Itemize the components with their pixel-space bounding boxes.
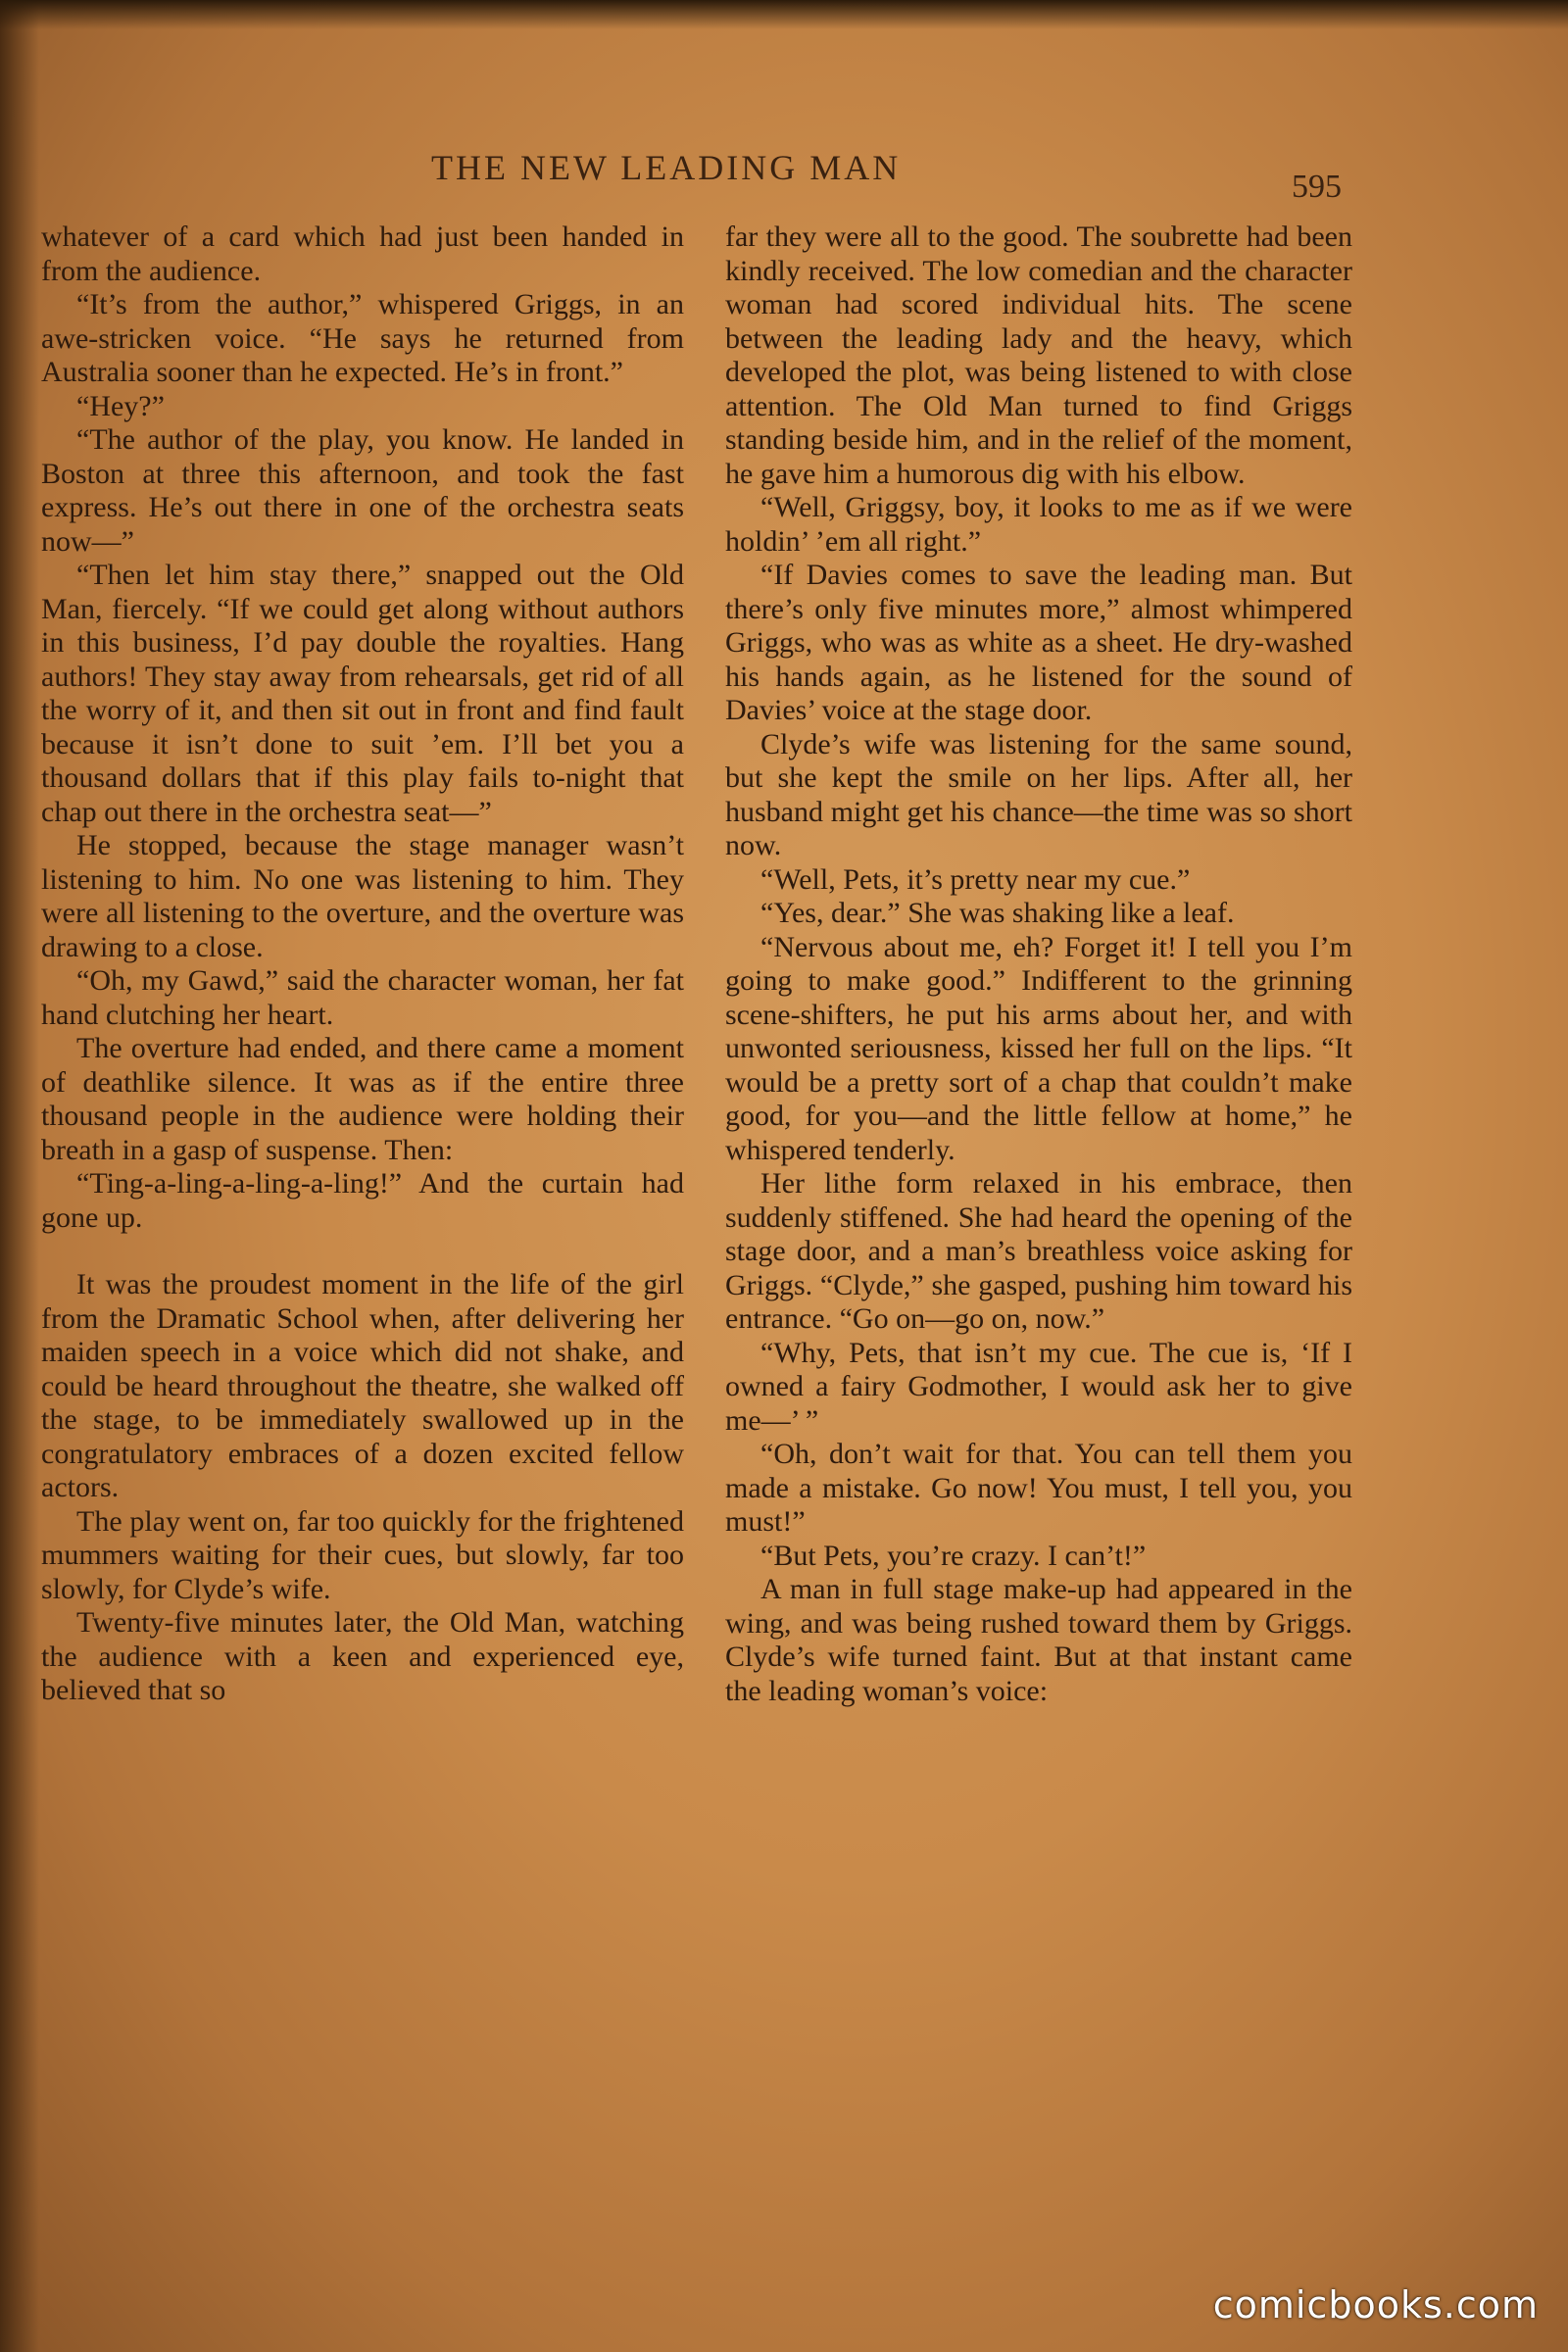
paragraph: The overture had ended, and there came a moment of deathlike silence. It was as if the entire three thousand people in the audience were holding their breath in a gasp of suspense. Then: [41,1032,684,1166]
paragraph: “Well, Griggsy, boy, it looks to me as if we were holdin’ ’em all right.” [725,491,1352,558]
watermark: comicbooks.com [1212,2283,1539,2327]
paragraph: He stopped, because the stage manager wasn’t listening to him. No one was listening to him. They were all listening to the overture, and the overture was drawing to a close. [41,829,684,963]
left-text-column [41,220,684,1708]
paragraph: “Well, Pets, it’s pretty near my cue.” [760,862,1191,896]
paragraph: “Hey?” [76,389,165,422]
paragraph: “Ting-a-ling-a-ling-a-ling!” And the curtain had gone up. [41,1167,684,1234]
paragraph: “Oh, don’t wait for that. You can tell them you made a mistake. Go now! You must, I tell you, you must!” [725,1438,1352,1538]
paragraph: A man in full stage make-up had appeared in the wing, and was being rushed toward them by Griggs. Clyde’s wife turned faint. But at that instant came the leading woman’s voice: [725,1573,1352,1707]
paragraph: “Why, Pets, that isn’t my cue. The cue is, ‘If I owned a fairy Godmother, I would ask her to give me—’ ” [725,1336,1352,1437]
right-text-column [725,220,1352,1708]
page-number: 595 [1292,169,1342,205]
paragraph: far they were all to the good. The soubrette had been kindly received. The low comedian and the character woman had scored individual hits. The scene between the leading lady and the heavy, which developed the plot, was being listened to with close attention. The Old Man turned to find Griggs standing beside him, and in the relief of the moment, he gave him a humorous dig with his elbow. [725,220,1352,490]
running-title: THE NEW LEADING MAN [431,148,902,187]
paragraph: Her lithe form relaxed in his embrace, then suddenly stiffened. She had heard the opening of the stage door, and a man’s breathless voice asking for Griggs. “Clyde,” she gasped, pushing him toward his entrance. “Go on—go on, now.” [725,1167,1352,1335]
paragraph: It was the proudest moment in the life of the girl from the Dramatic School when, after delivering her maiden speech in a voice which did not shake, and could be heard throughout the theatre, she walked off the stage, to be immediately swallowed up in the congratulatory embraces of a dozen excited fellow actors. [41,1268,684,1503]
paragraph: “It’s from the author,” whispered Griggs, in an awe-stricken voice. “He says he returned from Australia sooner than he expected. He’s in front.” [41,288,684,388]
paragraph: Clyde’s wife was listening for the same sound, but she kept the smile on her lips. After all, her husband might get his chance—the time was so short now. [725,727,1352,861]
top-shadow [0,0,1568,29]
paragraph: whatever of a card which had just been handed in from the audience. [41,220,684,287]
binding-shadow [0,0,39,2352]
paragraph: “Yes, dear.” She was shaking like a leaf. [760,897,1235,929]
paragraph: “If Davies comes to save the leading man. But there’s only five minutes more,” almost whimpered Griggs, who was as white as a sheet. He dry-washed his hands again, as he listened for the sound of Davies’ voice at the stage door. [725,559,1352,726]
paragraph: “But Pets, you’re crazy. I can’t!” [760,1539,1147,1572]
paragraph: “Then let him stay there,” snapped out the Old Man, fiercely. “If we could get along without authors in this business, I’d pay double the royalties. Hang authors! They stay away from rehearsals, get rid of all the worry of it, and then sit out in front and find fault because it isn’t done to suit ’em. I’ll bet you a thousand dollars that if this play fails to-night that chap out there in the orchestra seat—” [41,559,684,828]
paragraph: “The author of the play, you know. He landed in Boston at three this afternoon, and took the fast express. He’s out there in one of the orchestra seats now—” [41,423,684,558]
paragraph: “Nervous about me, eh? Forget it! I tell you I’m going to make good.” Indifferent to the grinning scene-shifters, he put his arms about her, and with unwonted seriousness, kissed her full on the lips. “It would be a pretty sort of a chap that couldn’t make good, for you—and the little fellow at home,” he whispered tenderly. [725,930,1352,1166]
paragraph: Twenty-five minutes later, the Old Man, watching the audience with a keen and experienced eye, believed that so [41,1606,684,1706]
paragraph: “Oh, my Gawd,” said the character woman, her fat hand clutching her heart. [41,964,684,1031]
paragraph: The play went on, far too quickly for the frightened mummers waiting for their cues, but slowly, far too slowly, for Clyde’s wife. [41,1504,684,1605]
